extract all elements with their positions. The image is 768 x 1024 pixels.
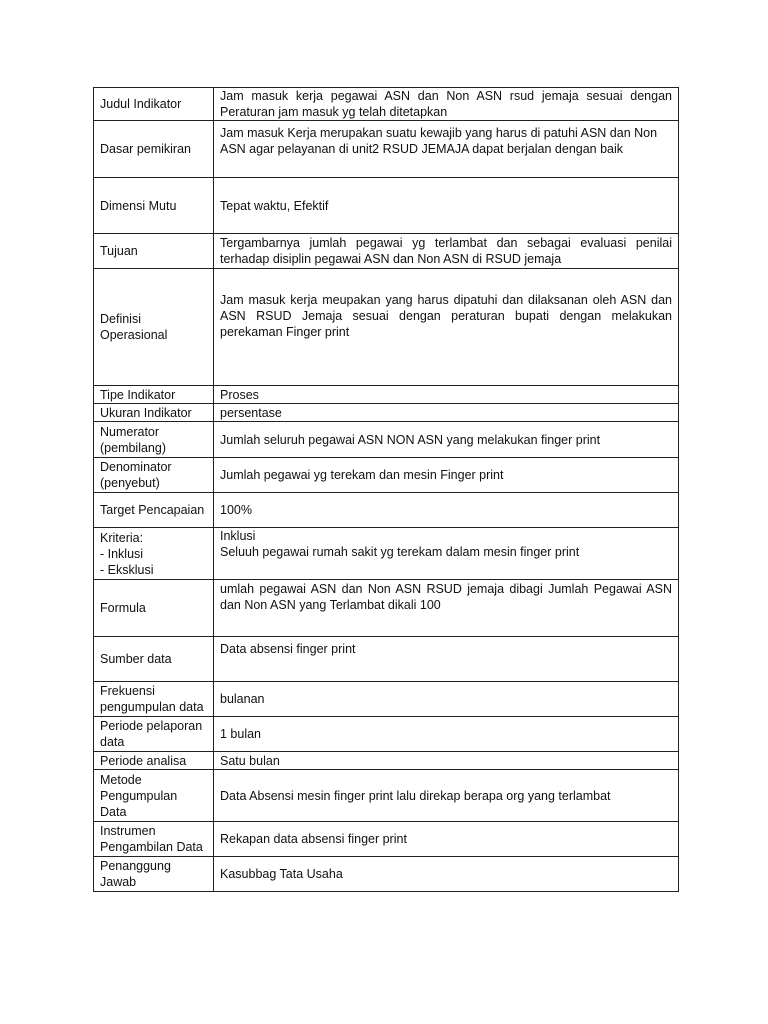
row-label-denominator: Denominator (penyebut) [94, 458, 214, 493]
row-value-denominator: Jumlah pegawai yg terekam dan mesin Finger print [214, 458, 679, 493]
table-row [94, 404, 679, 422]
row-label-dimensi-mutu: Dimensi Mutu [94, 178, 214, 234]
row-value-periode-analisa: Satu bulan [214, 752, 679, 770]
row-value-kriteria: Inklusi Seluuh pegawai rumah sakit yg terekam dalam mesin finger print [214, 528, 679, 580]
table-row [94, 637, 679, 682]
row-value-target-pencapaian: 100% [214, 493, 679, 528]
table-row [94, 580, 679, 637]
row-label-periode-analisa: Periode analisa [94, 752, 214, 770]
row-value-penanggung-jawab: Kasubbag Tata Usaha [214, 857, 679, 892]
row-label-frekuensi-pengumpulan-data: Frekuensi pengumpulan data [94, 682, 214, 717]
table-row [94, 269, 679, 386]
row-label-periode-pelaporan-data: Periode pelaporan data [94, 717, 214, 752]
table-row [94, 493, 679, 528]
row-label-kriteria: Kriteria: - Inklusi - Eksklusi [94, 528, 214, 580]
table-row [94, 822, 679, 857]
table-row [94, 458, 679, 493]
row-label-dasar-pemikiran: Dasar pemikiran [94, 121, 214, 178]
indicator-profile-table [93, 87, 679, 892]
table-row [94, 386, 679, 404]
row-label-sumber-data: Sumber data [94, 637, 214, 682]
row-label-definisi-operasional: Definisi Operasional [94, 269, 214, 386]
table-row [94, 234, 679, 269]
row-value-metode-pengumpulan-data: Data Absensi mesin finger print lalu direkap berapa org yang terlambat [214, 770, 679, 822]
table-row [94, 88, 679, 121]
row-label-metode-pengumpulan-data: Metode Pengumpulan Data [94, 770, 214, 822]
row-value-periode-pelaporan-data: 1 bulan [214, 717, 679, 752]
table-row [94, 682, 679, 717]
row-value-dimensi-mutu: Tepat waktu, Efektif [214, 178, 679, 234]
row-value-tujuan: Tergambarnya jumlah pegawai yg terlambat dan sebagai evaluasi penilai terhadap disiplin pegawai ASN dan Non ASN di RSUD jemaja [214, 234, 679, 269]
row-value-numerator: Jumlah seluruh pegawai ASN NON ASN yang melakukan finger print [214, 422, 679, 458]
row-label-formula: Formula [94, 580, 214, 637]
table-row [94, 752, 679, 770]
table-row [94, 770, 679, 822]
table-row [94, 528, 679, 580]
row-label-tipe-indikator: Tipe Indikator [94, 386, 214, 404]
row-label-penanggung-jawab: Penanggung Jawab [94, 857, 214, 892]
row-value-instrumen-pengambilan-data: Rekapan data absensi finger print [214, 822, 679, 857]
row-label-numerator: Numerator (pembilang) [94, 422, 214, 458]
row-label-judul-indikator: Judul Indikator [94, 88, 214, 121]
row-value-formula: umlah pegawai ASN dan Non ASN RSUD jemaja dibagi Jumlah Pegawai ASN dan Non ASN yang Terlambat dikali 100 [214, 580, 679, 637]
row-value-tipe-indikator: Proses [214, 386, 679, 404]
row-value-dasar-pemikiran: Jam masuk Kerja merupakan suatu kewajib yang harus di patuhi ASN dan Non ASN agar pelayanan di unit2 RSUD JEMAJA dapat berjalan dengan baik [214, 121, 679, 178]
table-row [94, 121, 679, 178]
row-value-definisi-operasional: Jam masuk kerja meupakan yang harus dipatuhi dan dilaksanan oleh ASN dan ASN RSUD Jemaja sesuai dengan peraturan bupati dengan melakukan perekaman Finger print [214, 269, 679, 386]
table-row [94, 717, 679, 752]
table-row [94, 422, 679, 458]
row-value-frekuensi-pengumpulan-data: bulanan [214, 682, 679, 717]
row-label-instrumen-pengambilan-data: Instrumen Pengambilan Data [94, 822, 214, 857]
row-label-target-pencapaian: Target Pencapaian [94, 493, 214, 528]
table-row [94, 178, 679, 234]
row-value-judul-indikator: Jam masuk kerja pegawai ASN dan Non ASN rsud jemaja sesuai dengan Peraturan jam masuk yg telah ditetapkan [214, 88, 679, 121]
row-label-ukuran-indikator: Ukuran Indikator [94, 404, 214, 422]
row-value-sumber-data: Data absensi finger print [214, 637, 679, 682]
row-label-tujuan: Tujuan [94, 234, 214, 269]
row-value-ukuran-indikator: persentase [214, 404, 679, 422]
table-row [94, 857, 679, 892]
